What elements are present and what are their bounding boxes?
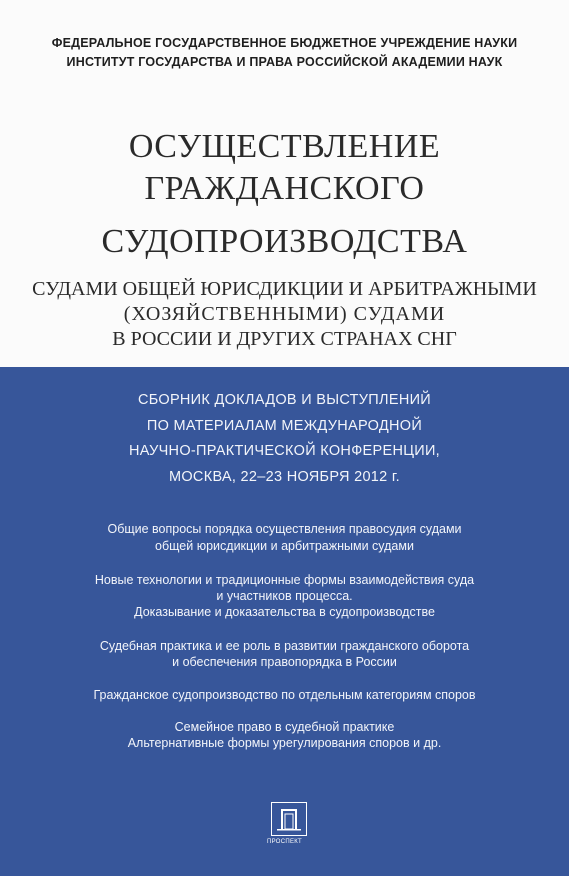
subtitle-line3: В РОССИИ И ДРУГИХ СТРАНАХ СНГ — [112, 328, 457, 350]
title-line2: ГРАЖДАНСКОГО — [144, 170, 425, 207]
publisher-logo-icon — [271, 802, 307, 836]
org-name-line2: ИНСТИТУТ ГОСУДАРСТВА И ПРАВА РОССИЙСКОЙ АКАДЕМИИ НАУК — [66, 55, 503, 69]
collection-line3: НАУЧНО-ПРАКТИЧЕСКОЙ КОНФЕРЕНЦИИ, — [128, 443, 441, 459]
subtitle-line2: (ХОЗЯЙСТВЕННЫМИ) СУДАМИ — [123, 303, 446, 325]
collection-line4: МОСКВА, 22–23 НОЯБРЯ 2012 г. — [168, 469, 401, 485]
collection-line2: ПО МАТЕРИАЛАМ МЕЖДУНАРОДНОЙ — [146, 418, 423, 434]
org-name-line1: ФЕДЕРАЛЬНОЕ ГОСУДАРСТВЕННОЕ БЮДЖЕТНОЕ УЧРЕЖДЕНИЕ НАУКИ — [51, 36, 518, 50]
topic-line: общей юрисдикции и арбитражными судами — [155, 539, 414, 553]
topic-line: Общие вопросы порядка осуществления правосудия судами — [107, 522, 462, 536]
subtitle-line1: СУДАМИ ОБЩЕЙ ЮРИСДИКЦИИ И АРБИТРАЖНЫМИ — [32, 278, 537, 300]
topic-line: Доказывание и доказательства в судопроизводстве — [134, 605, 435, 619]
topic-line: Новые технологии и традиционные формы взаимодействия суда — [94, 573, 475, 587]
publisher-logo-mark — [272, 803, 306, 835]
cover-top-panel — [0, 0, 569, 367]
collection-line1: СБОРНИК ДОКЛАДОВ И ВЫСТУПЛЕНИЙ — [137, 392, 432, 408]
title-line1: ОСУЩЕСТВЛЕНИЕ — [128, 128, 441, 165]
topic-line: Судебная практика и ее роль в развитии гражданского оборота — [99, 639, 470, 653]
topic-line: и участников процесса. — [216, 589, 353, 603]
title-line3: СУДОПРОИЗВОДСТВА — [101, 223, 468, 260]
topic-line: Гражданское судопроизводство по отдельным категориям споров — [93, 688, 476, 702]
topic-line: Семейное право в судебной практике — [174, 720, 395, 734]
topic-line: и обеспечения правопорядка в России — [172, 655, 397, 669]
publisher-name: ПРОСПЕКТ — [266, 839, 303, 845]
topic-line: Альтернативные формы урегулирования споров и др. — [127, 736, 442, 750]
